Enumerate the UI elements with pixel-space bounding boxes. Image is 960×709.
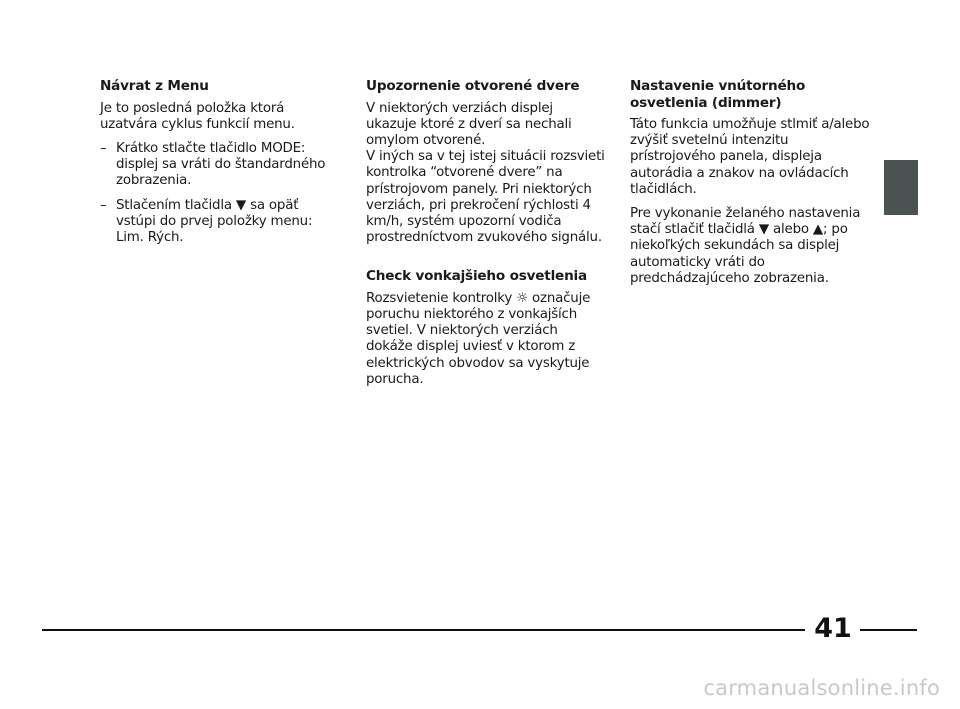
footer-rule-left: [42, 629, 805, 631]
page-number: 41: [814, 613, 852, 644]
middle-column: [366, 78, 606, 396]
watermark: carmanualsonline.info: [703, 676, 940, 700]
dash-marker: –: [100, 140, 107, 156]
list-item-text: Krátko stlačte tlačidlo MODE: displej sa vráti do štandardného zobrazenia.: [116, 140, 326, 189]
section-tab-marker: [884, 160, 918, 215]
list-item: [100, 141, 340, 190]
list-item: [100, 198, 340, 247]
heading-check-osvetlenia: Check vonkajšieho osvetlenia: [366, 268, 587, 285]
footer-rule-right: [860, 629, 917, 631]
intro-paragraph: Je to posledná položka ktorá uzatvára cyklus funkcií menu.: [100, 100, 295, 132]
heading-upozornenie-dvere: Upozornenie otvorené dvere: [366, 78, 580, 94]
dimmer-paragraph-2: Pre vykonanie želaného nastavenia stačí stlačiť tlačidlá ▼ alebo ▲; po niekoľkých sekundách sa displej automaticky vráti do predchádzajúceho zobrazenia.: [630, 206, 861, 286]
list-item-text: Stlačením tlačidla ▼ sa opäť vstúpi do prvej položky menu: Lim. Rých.: [116, 197, 313, 245]
heading-dimmer: Nastavenie vnútorného osvetlenia (dimmer): [630, 78, 806, 111]
left-column: [100, 78, 340, 254]
doors-paragraph: V niektorých verziách displej ukazuje ktoré z dverí sa nechali omylom otvorené. V iných sa v tej istej situácii rozsvieti kontrolka “otvorené dvere” na prístrojovom panely. Pri niektorých verziách, pri prekročení rýchlosti 4 km/h, systém upozorní vodiča prostredníctvom zvukového signálu.: [366, 100, 605, 246]
dimmer-paragraph-1: Táto funkcia umožňuje stlmiť a/alebo zvýšiť svetelnú intenzitu prístrojového panela, displeja autorádia a znakov na ovládacích tlačidlách.: [630, 117, 870, 197]
right-column: [630, 78, 870, 295]
lights-paragraph: Rozsvietenie kontrolky ☼ označuje poruchu niektorého z vonkajších svetiel. V niektorých verziách dokáže displej uviesť v ktorom z elektrických obvodov sa vyskytuje porucha.: [366, 290, 591, 387]
heading-navrat-z-menu: Návrat z Menu: [100, 78, 209, 94]
dash-marker: –: [100, 197, 107, 213]
